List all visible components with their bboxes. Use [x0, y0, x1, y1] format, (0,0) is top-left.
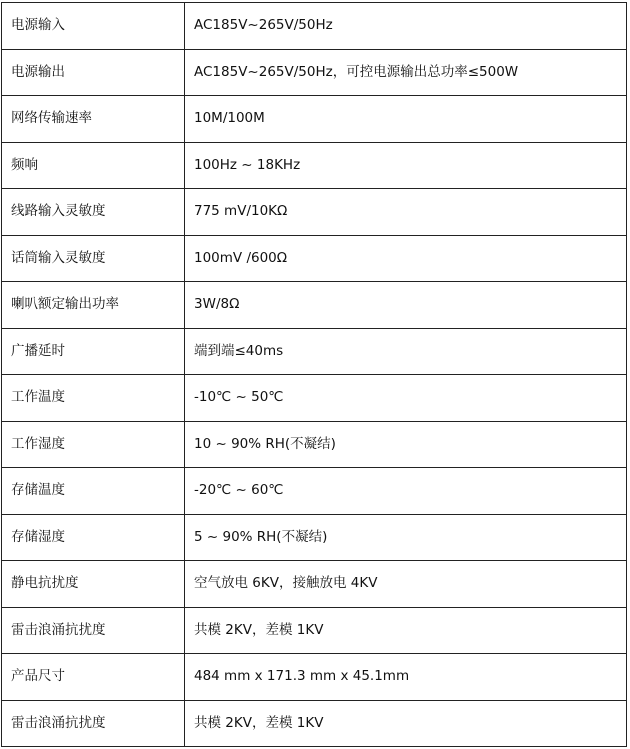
- spec-label-cell: 线路输入灵敏度: [2, 189, 185, 236]
- spec-label-cell: 频响: [2, 142, 185, 189]
- spec-value-cell: 空气放电 6KV，接触放电 4KV: [185, 561, 627, 608]
- spec-value-cell: 100Hz ~ 18KHz: [185, 142, 627, 189]
- spec-label-cell: 产品尺寸: [2, 654, 185, 701]
- spec-value-cell: 共模 2KV，差模 1KV: [185, 607, 627, 654]
- spec-row: [2, 189, 627, 236]
- spec-label-cell: 喇叭额定输出功率: [2, 282, 185, 329]
- spec-row: [2, 375, 627, 422]
- spec-value-cell: AC185V~265V/50Hz: [185, 3, 627, 50]
- spec-label-cell: 广播延时: [2, 328, 185, 375]
- spec-row: [2, 142, 627, 189]
- spec-value-cell: 10 ~ 90% RH(不凝结): [185, 421, 627, 468]
- spec-row: [2, 514, 627, 561]
- spec-label-cell: 电源输出: [2, 49, 185, 96]
- spec-value-cell: AC185V~265V/50Hz，可控电源输出总功率≤500W: [185, 49, 627, 96]
- spec-label-cell: 雷击浪涌抗扰度: [2, 700, 185, 747]
- spec-label-cell: 雷击浪涌抗扰度: [2, 607, 185, 654]
- spec-row: [2, 96, 627, 143]
- spec-label-cell: 静电抗扰度: [2, 561, 185, 608]
- spec-row: [2, 468, 627, 515]
- spec-label-cell: 工作温度: [2, 375, 185, 422]
- spec-label-cell: 存储温度: [2, 468, 185, 515]
- spec-row: [2, 328, 627, 375]
- spec-table: [1, 2, 627, 747]
- spec-row: [2, 3, 627, 50]
- spec-row: [2, 235, 627, 282]
- spec-row: [2, 607, 627, 654]
- spec-value-cell: 775 mV/10KΩ: [185, 189, 627, 236]
- spec-row: [2, 49, 627, 96]
- spec-value-cell: 100mV /600Ω: [185, 235, 627, 282]
- spec-label-cell: 网络传输速率: [2, 96, 185, 143]
- spec-row: [2, 282, 627, 329]
- spec-table-body: [2, 3, 627, 747]
- spec-value-cell: -20℃ ~ 60℃: [185, 468, 627, 515]
- spec-value-cell: 共模 2KV，差模 1KV: [185, 700, 627, 747]
- spec-label-cell: 话筒输入灵敏度: [2, 235, 185, 282]
- spec-value-cell: 端到端≤40ms: [185, 328, 627, 375]
- spec-value-cell: 484 mm x 171.3 mm x 45.1mm: [185, 654, 627, 701]
- spec-label-cell: 电源输入: [2, 3, 185, 50]
- spec-row: [2, 654, 627, 701]
- spec-value-cell: 5 ~ 90% RH(不凝结): [185, 514, 627, 561]
- spec-row: [2, 421, 627, 468]
- spec-value-cell: -10℃ ~ 50℃: [185, 375, 627, 422]
- spec-value-cell: 10M/100M: [185, 96, 627, 143]
- spec-value-cell: 3W/8Ω: [185, 282, 627, 329]
- spec-row: [2, 561, 627, 608]
- spec-label-cell: 工作湿度: [2, 421, 185, 468]
- spec-row: [2, 700, 627, 747]
- spec-label-cell: 存储湿度: [2, 514, 185, 561]
